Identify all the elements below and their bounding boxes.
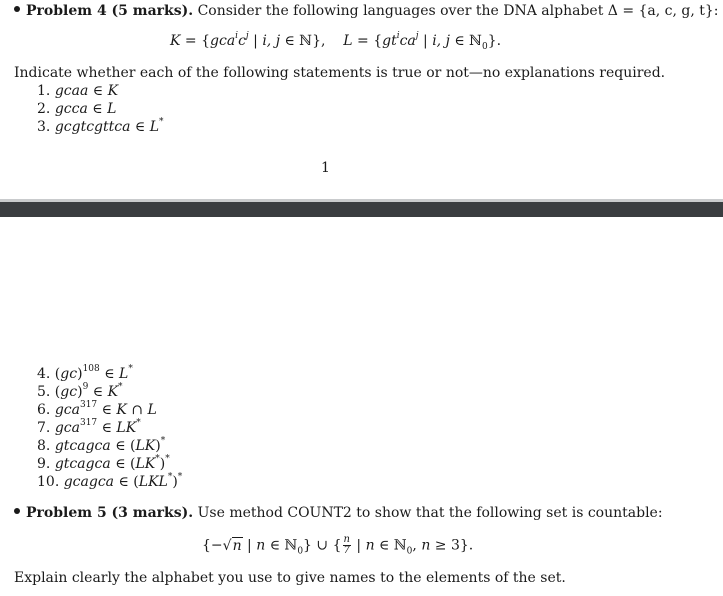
problem-5-heading: Problem 5 (3 marks). <box>26 505 194 521</box>
instruction-text: Indicate whether each of the following statements is true or not—no explanations required. <box>14 65 666 81</box>
problem-4-heading: Problem 4 (5 marks). <box>26 3 194 19</box>
statement-number: 9. <box>37 456 51 472</box>
statement-number: 10. <box>37 474 60 490</box>
statement-10: 10. gcagca ∈ (LKL*)* <box>37 472 183 490</box>
language-definitions: $K = \{gca^ic^j$ | i, j ∈ ℕ}, $L = \{gt^ica^j$ | i, j ∈ ℕ$_0$}. <box>170 31 502 52</box>
closing-instruction: Explain clearly the alphabet you use to give names to the elements of the set. <box>14 570 566 586</box>
set-expression: {−√n | n ∈ ℕ$_0$} ∪ { $\frac{n}{7}$ | n ∈ ℕ$_0$, n ≥ 3}. <box>202 534 474 557</box>
statement-number: 1. <box>37 83 51 99</box>
statement-number: 6. <box>37 402 51 418</box>
statement-number: 2. <box>37 101 51 117</box>
statement-number: 3. <box>37 119 51 135</box>
statement-9: 9. gtcagca ∈ (LK*)* <box>37 454 170 472</box>
statement-1: 1. gcaa ∈ K <box>37 83 119 99</box>
bullet-icon <box>14 508 20 514</box>
statement-7: 7. gca$^{317}$ ∈ LK* <box>37 418 141 436</box>
statement-number: 8. <box>37 438 51 454</box>
page-separator <box>0 202 723 217</box>
statement-2: 2. gcca ∈ L <box>37 101 117 117</box>
statement-3: 3. gcgtcgttca ∈ L* <box>37 117 164 135</box>
problem-5-header <box>14 505 663 522</box>
statement-number: 4. <box>37 366 51 382</box>
statement-number: 7. <box>37 420 51 436</box>
problem-5-intro: Use method COUNT2 to show that the following set is countable: <box>197 505 663 521</box>
page-number: 1 <box>321 160 330 176</box>
statement-6: 6. gca$^{317}$ ∈ K ∩ L <box>37 400 157 418</box>
statement-8: 8. gtcagca ∈ (LK)* <box>37 436 166 454</box>
problem-4-header <box>14 3 719 20</box>
bullet-icon <box>14 6 20 12</box>
statement-number: 5. <box>37 384 51 400</box>
statement-4: 4. (gc)$^{108}$ ∈ L* <box>37 364 133 382</box>
statement-5: 5. (gc)$^9$ ∈ K* <box>37 382 123 400</box>
problem-4-intro: Consider the following languages over the DNA alphabet Δ = {a, c, g, t}: <box>197 3 719 19</box>
